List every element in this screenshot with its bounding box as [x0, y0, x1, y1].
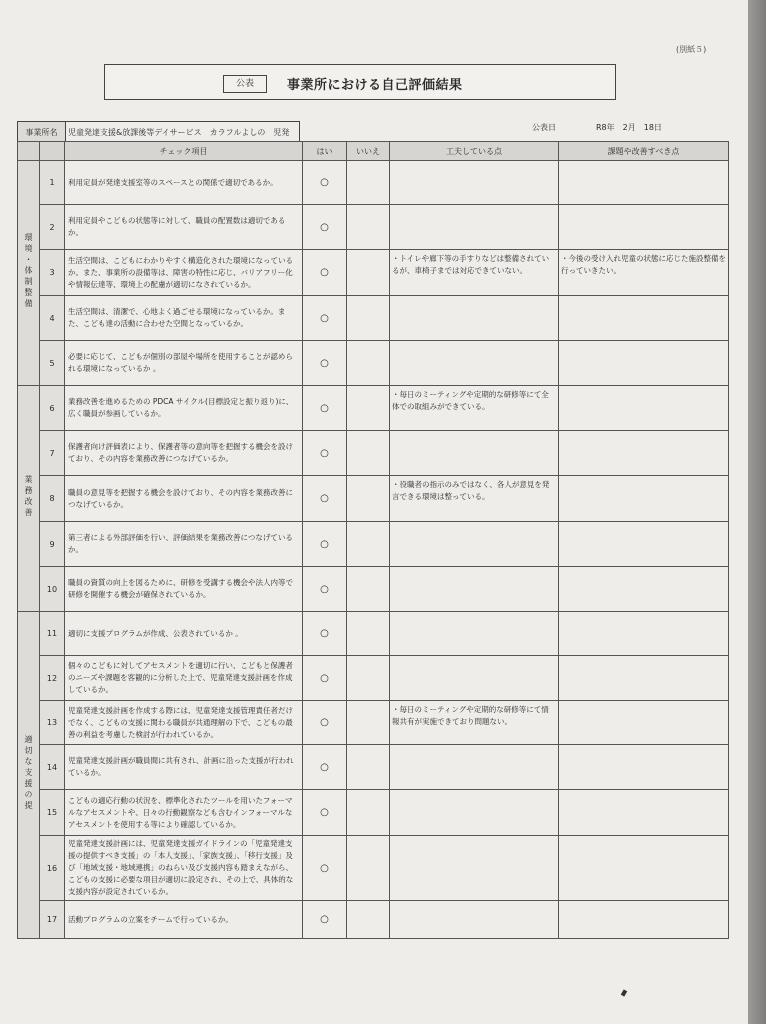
row-number: 7	[40, 431, 65, 476]
no-mark	[347, 476, 390, 522]
check-item-text: 児童発達支援計画を作成する際には、児童発達支援管理責任者だけでなく、こどもの支援に関わる職員が共通理解の下で、こどもの最善の利益を考慮した検討が行われているか。	[65, 701, 303, 745]
yes-mark: ○	[303, 296, 347, 341]
row-number: 15	[40, 790, 65, 836]
issues-note: ・今後の受け入れ児童の状態に応じた施設整備を行っていきたい。	[559, 250, 729, 296]
public-label: 公表	[223, 75, 267, 93]
header-effort: 工夫している点	[390, 142, 559, 161]
effort-note	[390, 836, 559, 901]
row-number: 3	[40, 250, 65, 296]
effort-note: ・毎日のミーティングや定期的な研修等にて情報共有が実施できており問題ない。	[390, 701, 559, 745]
no-mark	[347, 567, 390, 612]
check-item-text: 利用定員やこどもの状態等に対して、職員の配置数は適切であるか。	[65, 205, 303, 250]
table-row	[18, 701, 729, 745]
no-mark	[347, 790, 390, 836]
issues-note	[559, 161, 729, 205]
no-mark	[347, 612, 390, 656]
no-mark	[347, 901, 390, 939]
row-number: 8	[40, 476, 65, 522]
yes-mark: ○	[303, 341, 347, 386]
effort-note	[390, 745, 559, 790]
check-item-text: 職員の資質の向上を図るために、研修を受講する機会や法人内等で研修を開催する機会が確保されているか。	[65, 567, 303, 612]
table-row	[18, 745, 729, 790]
no-mark	[347, 296, 390, 341]
issues-note	[559, 476, 729, 522]
office-label: 事業所名	[17, 121, 66, 145]
issues-note	[559, 567, 729, 612]
check-item-text: 児童発達支援計画には、児童発達支援ガイドラインの「児童発達支援の提供すべき支援」の「本人支援」、「家族支援」、「移行支援」及び「地域支援・地域連携」のねらい及び支援内容も踏まえながら、こどもの支援に必要な項目が適切に設定され、その上で、具体的な支援内容が設定されているか。	[65, 836, 303, 901]
check-item-text: こどもの適応行動の状況を、標準化されたツールを用いたフォーマルなアセスメントや、日々の行動観察なども含むインフォーマルなアセスメントを使用する等により確認しているか。	[65, 790, 303, 836]
table-row	[18, 567, 729, 612]
row-number: 1	[40, 161, 65, 205]
check-item-text: 生活空間は、こどもにわかりやすく構造化された環境になっているか。また、事業所の設備等は、障害の特性に応じ、バリアフリー化や情報伝達等、環境上の配慮が適切になされているか。	[65, 250, 303, 296]
annex-label: (別紙５)	[676, 45, 707, 54]
row-number: 6	[40, 386, 65, 431]
effort-note	[390, 901, 559, 939]
no-mark	[347, 386, 390, 431]
yes-mark: ○	[303, 250, 347, 296]
effort-note	[390, 522, 559, 567]
yes-mark: ○	[303, 431, 347, 476]
category-cell-support	[18, 612, 40, 939]
check-item-text: 必要に応じて、こどもが個別の部屋や場所を使用することが認められる環境になっているか 。	[65, 341, 303, 386]
no-mark	[347, 656, 390, 701]
effort-note	[390, 161, 559, 205]
pencil-mark	[621, 989, 627, 996]
evaluation-table	[17, 141, 729, 939]
yes-mark: ○	[303, 745, 347, 790]
effort-note: ・毎日のミーティングや定期的な研修等にて全体での取組みができている。	[390, 386, 559, 431]
yes-mark: ○	[303, 205, 347, 250]
issues-note	[559, 431, 729, 476]
yes-mark: ○	[303, 161, 347, 205]
table-row	[18, 656, 729, 701]
row-number: 9	[40, 522, 65, 567]
row-number: 2	[40, 205, 65, 250]
no-mark	[347, 341, 390, 386]
table-row	[18, 836, 729, 901]
no-mark	[347, 836, 390, 901]
yes-mark: ○	[303, 656, 347, 701]
effort-note	[390, 567, 559, 612]
row-number: 11	[40, 612, 65, 656]
row-number: 12	[40, 656, 65, 701]
row-number: 4	[40, 296, 65, 341]
yes-mark: ○	[303, 701, 347, 745]
table-row	[18, 205, 729, 250]
table-row	[18, 161, 729, 205]
category-label: 適切な支援の提	[24, 734, 33, 812]
header-check-item: チェック項目	[65, 142, 303, 161]
check-item-text: 保護者向け評価表により、保護者等の意向等を把握する機会を設けており、その内容を業務改善につなげているか。	[65, 431, 303, 476]
published-date: R8年 2月 18日	[596, 123, 662, 132]
issues-note	[559, 386, 729, 431]
row-number: 16	[40, 836, 65, 901]
header-category	[18, 142, 40, 161]
table-row	[18, 431, 729, 476]
table-row	[18, 250, 729, 296]
row-number: 13	[40, 701, 65, 745]
yes-mark: ○	[303, 790, 347, 836]
check-item-text: 第三者による外部評価を行い、評価結果を業務改善につなげているか。	[65, 522, 303, 567]
issues-note	[559, 701, 729, 745]
published-label: 公表日	[532, 123, 556, 132]
issues-note	[559, 656, 729, 701]
issues-note	[559, 612, 729, 656]
no-mark	[347, 745, 390, 790]
background-edge	[748, 0, 766, 1024]
yes-mark: ○	[303, 476, 347, 522]
yes-mark: ○	[303, 567, 347, 612]
category-cell-ops	[18, 386, 40, 612]
effort-note	[390, 431, 559, 476]
yes-mark: ○	[303, 612, 347, 656]
table-row	[18, 790, 729, 836]
table-row	[18, 901, 729, 939]
yes-mark: ○	[303, 836, 347, 901]
effort-note	[390, 205, 559, 250]
no-mark	[347, 161, 390, 205]
table-row	[18, 476, 729, 522]
table-row	[18, 522, 729, 567]
issues-note	[559, 296, 729, 341]
office-name: 児童発達支援&放課後等デイサービス カラフルよしの 児発	[64, 121, 300, 143]
table-row	[18, 386, 729, 431]
category-label: 環境・体制整備	[24, 232, 33, 310]
header-issues: 課題や改善すべき点	[559, 142, 729, 161]
table-row	[18, 296, 729, 341]
no-mark	[347, 522, 390, 567]
yes-mark: ○	[303, 386, 347, 431]
header-yes: はい	[303, 142, 347, 161]
yes-mark: ○	[303, 522, 347, 567]
category-cell-env	[18, 161, 40, 386]
check-item-text: 適切に支援プログラムが作成、公表されているか 。	[65, 612, 303, 656]
check-item-text: 業務改善を進めるための PDCA サイクル(目標設定と振り返り)に、広く職員が参画しているか。	[65, 386, 303, 431]
header-no: いいえ	[347, 142, 390, 161]
check-item-text: 職員の意見等を把握する機会を設けており、その内容を業務改善につなげているか。	[65, 476, 303, 522]
category-label: 業務改善	[24, 474, 33, 519]
table-row	[18, 341, 729, 386]
effort-note	[390, 296, 559, 341]
check-item-text: 利用定員が発達支援室等のスペースとの関係で適切であるか。	[65, 161, 303, 205]
effort-note	[390, 341, 559, 386]
row-number: 14	[40, 745, 65, 790]
table-row	[18, 612, 729, 656]
issues-note	[559, 522, 729, 567]
issues-note	[559, 901, 729, 939]
no-mark	[347, 431, 390, 476]
issues-note	[559, 205, 729, 250]
title-box	[104, 64, 616, 100]
effort-note: ・役職者の指示のみではなく、各人が意見を発言できる環境は整っている。	[390, 476, 559, 522]
effort-note	[390, 656, 559, 701]
check-item-text: 活動プログラムの立案をチームで行っているか。	[65, 901, 303, 939]
effort-note	[390, 790, 559, 836]
no-mark	[347, 250, 390, 296]
check-item-text: 児童発達支援計画が職員間に共有され、計画に沿った支援が行われているか。	[65, 745, 303, 790]
check-item-text: 個々のこどもに対してアセスメントを適切に行い、こどもと保護者のニーズや課題を客観的に分析した上で、児童発達支援計画を作成しているか。	[65, 656, 303, 701]
header-number	[40, 142, 65, 161]
page-title: 事業所における自己評価結果	[287, 78, 463, 93]
row-number: 17	[40, 901, 65, 939]
issues-note	[559, 341, 729, 386]
check-item-text: 生活空間は、清潔で、心地よく過ごせる環境になっているか。また、こども達の活動に合わせた空間となっているか。	[65, 296, 303, 341]
effort-note	[390, 612, 559, 656]
no-mark	[347, 205, 390, 250]
no-mark	[347, 701, 390, 745]
issues-note	[559, 836, 729, 901]
issues-note	[559, 790, 729, 836]
table-header-row	[18, 142, 729, 161]
effort-note: ・トイレや廊下等の手すりなどは整備されているが、車椅子までは対応できていない。	[390, 250, 559, 296]
row-number: 10	[40, 567, 65, 612]
yes-mark: ○	[303, 901, 347, 939]
row-number: 5	[40, 341, 65, 386]
issues-note	[559, 745, 729, 790]
